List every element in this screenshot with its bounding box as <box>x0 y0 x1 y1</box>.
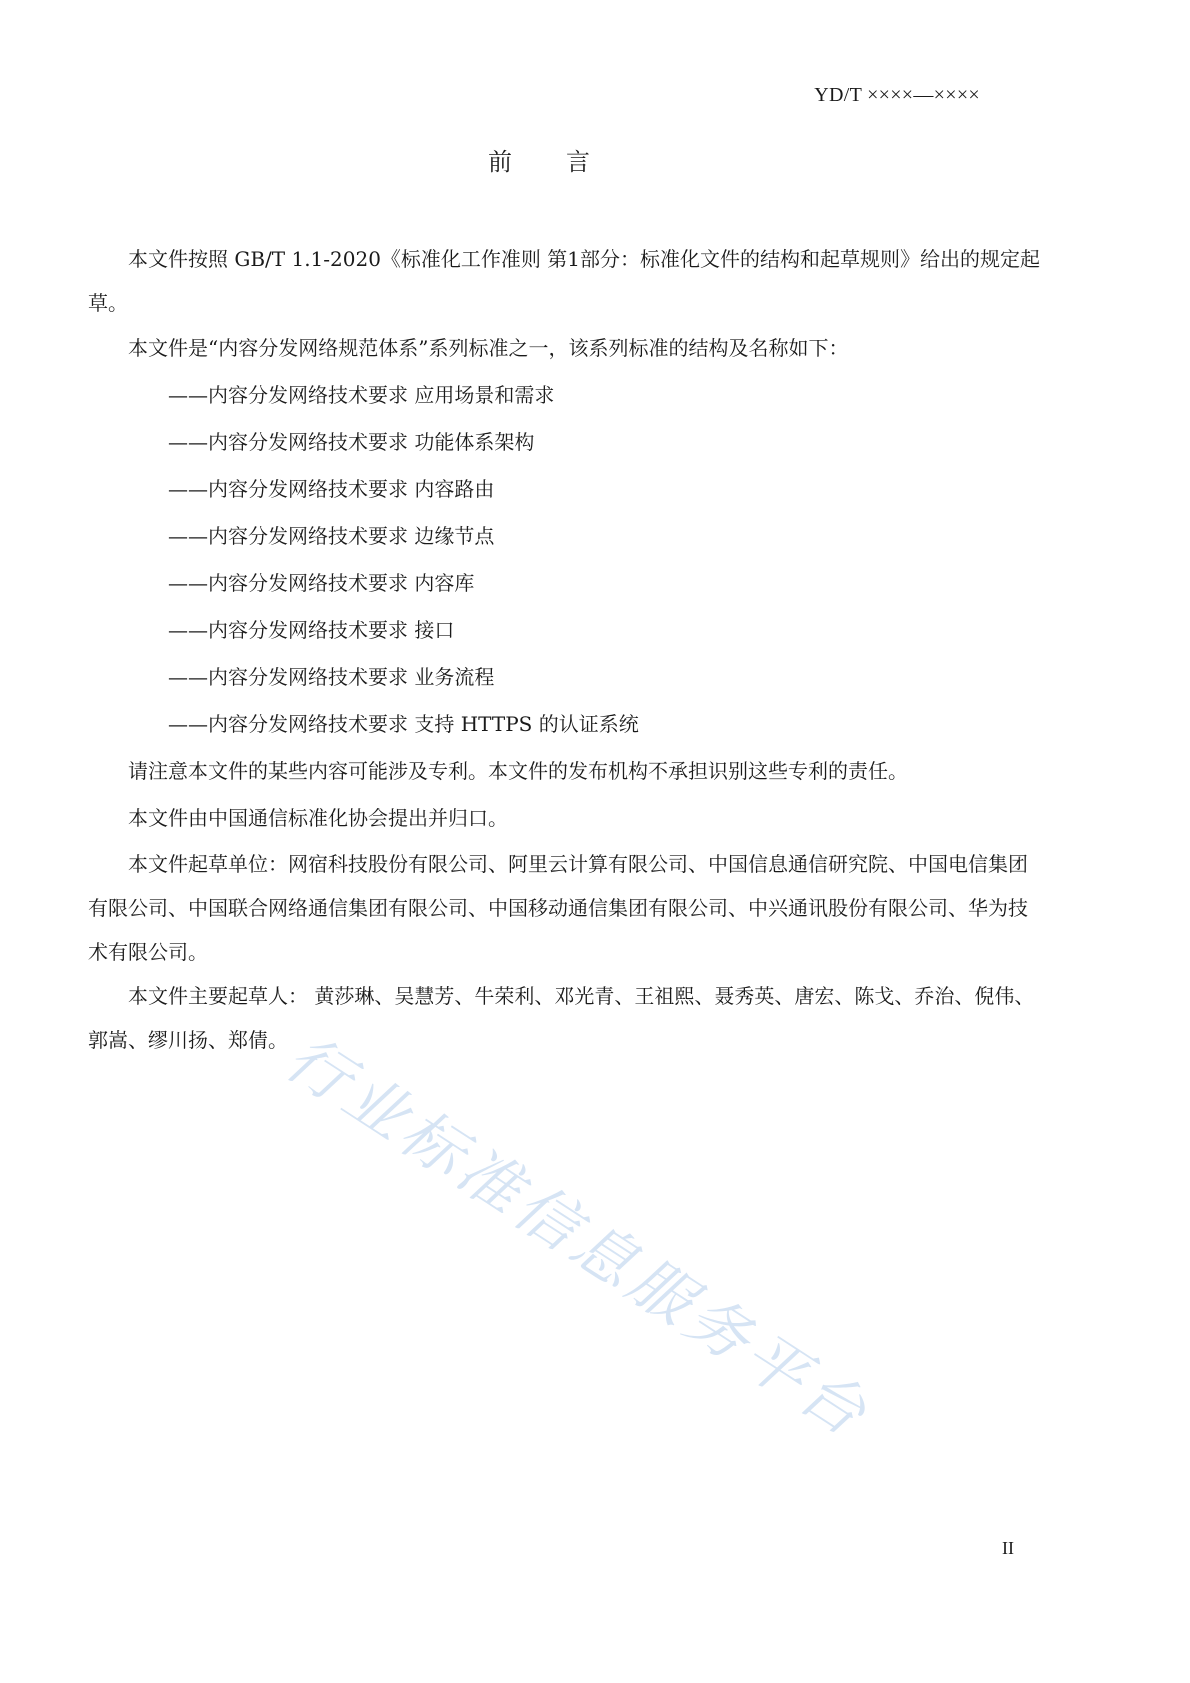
page-number: II <box>1002 1538 1014 1558</box>
list-item: ——内容分发网络技术要求 内容路由 <box>168 477 495 501</box>
page-title: 前 言 <box>488 148 592 176</box>
list-item: ——内容分发网络技术要求 支持 HTTPS 的认证系统 <box>168 712 639 736</box>
series-list <box>88 372 1044 748</box>
foreword-body <box>88 237 1044 1062</box>
paragraph-proposer: 本文件由中国通信标准化协会提出并归口。 <box>128 806 508 830</box>
list-item: ——内容分发网络技术要求 功能体系架构 <box>168 430 535 454</box>
list-item: ——内容分发网络技术要求 业务流程 <box>168 665 495 689</box>
paragraph-drafting-rules: 本文件按照 GB/T 1.1-2020《标准化工作准则 第1部分：标准化文件的结构和起草规则》给出的规定起草。 <box>88 247 1041 315</box>
paragraph-patent-notice: 请注意本文件的某些内容可能涉及专利。本文件的发布机构不承担识别这些专利的责任。 <box>128 759 908 783</box>
paragraph-drafters: 本文件主要起草人： 黄莎琳、吴慧芳、牛荣利、邓光青、王祖熙、聂秀英、唐宏、陈戈、乔治、倪伟、郭嵩、缪川扬、郑倩。 <box>88 984 1035 1052</box>
watermark: 行业标准信息服务平台 <box>273 1020 884 1453</box>
paragraph-drafting-units: 本文件起草单位：网宿科技股份有限公司、阿里云计算有限公司、中国信息通信研究院、中国电信集团有限公司、中国联合网络通信集团有限公司、中国移动通信集团有限公司、中兴通讯股份有限公司、华为技术有限公司。 <box>88 852 1028 964</box>
list-item: ——内容分发网络技术要求 内容库 <box>168 571 475 595</box>
list-item: ——内容分发网络技术要求 边缘节点 <box>168 524 495 548</box>
document-code: YD/T ××××—×××× <box>814 84 980 106</box>
list-item: ——内容分发网络技术要求 接口 <box>168 618 455 642</box>
list-item: ——内容分发网络技术要求 应用场景和需求 <box>168 383 555 407</box>
paragraph-series-intro: 本文件是“内容分发网络规范体系”系列标准之一，该系列标准的结构及名称如下： <box>128 336 849 360</box>
